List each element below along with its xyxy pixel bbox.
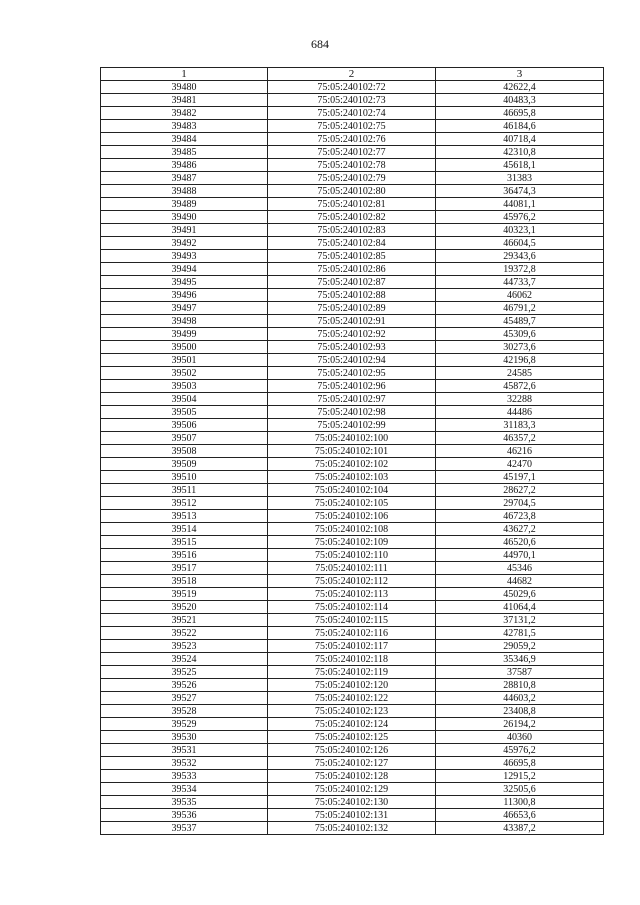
value-cell: 45618,1 [436, 159, 604, 172]
table-row [101, 172, 604, 185]
cadastral-number-cell: 75:05:240102:85 [268, 250, 436, 263]
value-cell: 43387,2 [436, 822, 604, 835]
row-number-cell: 39482 [101, 107, 268, 120]
cadastral-number-cell: 75:05:240102:130 [268, 796, 436, 809]
value-cell: 46653,6 [436, 809, 604, 822]
cadastral-number-cell: 75:05:240102:123 [268, 705, 436, 718]
row-number-cell: 39481 [101, 94, 268, 107]
page-number: 684 [311, 37, 329, 51]
table-row [101, 510, 604, 523]
row-number-cell: 39513 [101, 510, 268, 523]
table-row [101, 159, 604, 172]
cadastral-number-cell: 75:05:240102:73 [268, 94, 436, 107]
cadastral-number-cell: 75:05:240102:96 [268, 380, 436, 393]
value-cell: 42622,4 [436, 81, 604, 94]
value-cell: 45872,6 [436, 380, 604, 393]
value-cell: 44486 [436, 406, 604, 419]
cadastral-number-cell: 75:05:240102:111 [268, 562, 436, 575]
value-cell: 23408,8 [436, 705, 604, 718]
table-row [101, 627, 604, 640]
table-row [101, 224, 604, 237]
table-row [101, 770, 604, 783]
cadastral-number-cell: 75:05:240102:87 [268, 276, 436, 289]
value-cell: 19372,8 [436, 263, 604, 276]
row-number-cell: 39537 [101, 822, 268, 835]
value-cell: 46062 [436, 289, 604, 302]
cadastral-number-cell: 75:05:240102:103 [268, 471, 436, 484]
value-cell: 44081,1 [436, 198, 604, 211]
table-row [101, 419, 604, 432]
row-number-cell: 39531 [101, 744, 268, 757]
value-cell: 44970,1 [436, 549, 604, 562]
cadastral-number-cell: 75:05:240102:93 [268, 341, 436, 354]
cadastral-number-cell: 75:05:240102:129 [268, 783, 436, 796]
cadastral-number-cell: 75:05:240102:122 [268, 692, 436, 705]
cadastral-number-cell: 75:05:240102:109 [268, 536, 436, 549]
value-cell: 37131,2 [436, 614, 604, 627]
table-row [101, 718, 604, 731]
cadastral-number-cell: 75:05:240102:119 [268, 666, 436, 679]
table-row [101, 497, 604, 510]
value-cell: 46723,8 [436, 510, 604, 523]
column-header-3: 3 [436, 68, 604, 81]
table-row [101, 198, 604, 211]
cadastral-number-cell: 75:05:240102:97 [268, 393, 436, 406]
table-row [101, 549, 604, 562]
cadastral-number-cell: 75:05:240102:112 [268, 575, 436, 588]
value-cell: 43627,2 [436, 523, 604, 536]
cadastral-number-cell: 75:05:240102:88 [268, 289, 436, 302]
row-number-cell: 39496 [101, 289, 268, 302]
cadastral-number-cell: 75:05:240102:100 [268, 432, 436, 445]
cadastral-number-cell: 75:05:240102:101 [268, 445, 436, 458]
table-header [101, 68, 604, 81]
row-number-cell: 39511 [101, 484, 268, 497]
table-row [101, 393, 604, 406]
value-cell: 45197,1 [436, 471, 604, 484]
row-number-cell: 39515 [101, 536, 268, 549]
value-cell: 36474,3 [436, 185, 604, 198]
row-number-cell: 39524 [101, 653, 268, 666]
table-row [101, 354, 604, 367]
value-cell: 42310,8 [436, 146, 604, 159]
cadastral-number-cell: 75:05:240102:86 [268, 263, 436, 276]
table-row [101, 133, 604, 146]
table-row [101, 328, 604, 341]
row-number-cell: 39488 [101, 185, 268, 198]
table-row [101, 250, 604, 263]
cadastral-number-cell: 75:05:240102:89 [268, 302, 436, 315]
table-row [101, 341, 604, 354]
table-row [101, 276, 604, 289]
column-header-1: 1 [101, 68, 268, 81]
value-cell: 42196,8 [436, 354, 604, 367]
table-row [101, 146, 604, 159]
cadastral-number-cell: 75:05:240102:118 [268, 653, 436, 666]
value-cell: 42781,5 [436, 627, 604, 640]
row-number-cell: 39483 [101, 120, 268, 133]
row-number-cell: 39533 [101, 770, 268, 783]
table-row [101, 471, 604, 484]
row-number-cell: 39490 [101, 211, 268, 224]
row-number-cell: 39487 [101, 172, 268, 185]
cadastral-number-cell: 75:05:240102:94 [268, 354, 436, 367]
row-number-cell: 39501 [101, 354, 268, 367]
value-cell: 37587 [436, 666, 604, 679]
cadastral-number-cell: 75:05:240102:116 [268, 627, 436, 640]
value-cell: 46604,5 [436, 237, 604, 250]
table-row [101, 731, 604, 744]
row-number-cell: 39497 [101, 302, 268, 315]
row-number-cell: 39485 [101, 146, 268, 159]
row-number-cell: 39480 [101, 81, 268, 94]
row-number-cell: 39500 [101, 341, 268, 354]
cadastral-number-cell: 75:05:240102:117 [268, 640, 436, 653]
value-cell: 32505,6 [436, 783, 604, 796]
cadastral-number-cell: 75:05:240102:124 [268, 718, 436, 731]
row-number-cell: 39506 [101, 419, 268, 432]
table-row [101, 692, 604, 705]
value-cell: 40360 [436, 731, 604, 744]
value-cell: 45489,7 [436, 315, 604, 328]
value-cell: 44603,2 [436, 692, 604, 705]
cadastral-number-cell: 75:05:240102:127 [268, 757, 436, 770]
cadastral-number-cell: 75:05:240102:76 [268, 133, 436, 146]
cadastral-number-cell: 75:05:240102:92 [268, 328, 436, 341]
row-number-cell: 39516 [101, 549, 268, 562]
cadastral-number-cell: 75:05:240102:128 [268, 770, 436, 783]
value-cell: 30273,6 [436, 341, 604, 354]
value-cell: 11300,8 [436, 796, 604, 809]
value-cell: 32288 [436, 393, 604, 406]
value-cell: 26194,2 [436, 718, 604, 731]
row-number-cell: 39522 [101, 627, 268, 640]
row-number-cell: 39520 [101, 601, 268, 614]
cadastral-number-cell: 75:05:240102:80 [268, 185, 436, 198]
table-row [101, 744, 604, 757]
row-number-cell: 39535 [101, 796, 268, 809]
table-row [101, 679, 604, 692]
value-cell: 46216 [436, 445, 604, 458]
table-row [101, 601, 604, 614]
table-row [101, 614, 604, 627]
cadastral-number-cell: 75:05:240102:77 [268, 146, 436, 159]
row-number-cell: 39492 [101, 237, 268, 250]
cadastral-number-cell: 75:05:240102:79 [268, 172, 436, 185]
table-row [101, 107, 604, 120]
cadastral-number-cell: 75:05:240102:72 [268, 81, 436, 94]
cadastral-number-cell: 75:05:240102:106 [268, 510, 436, 523]
table-row [101, 822, 604, 835]
row-number-cell: 39499 [101, 328, 268, 341]
row-number-cell: 39512 [101, 497, 268, 510]
table-row [101, 81, 604, 94]
value-cell: 46695,8 [436, 107, 604, 120]
value-cell: 29059,2 [436, 640, 604, 653]
table-row [101, 588, 604, 601]
cadastral-number-cell: 75:05:240102:110 [268, 549, 436, 562]
value-cell: 40718,4 [436, 133, 604, 146]
table-row [101, 666, 604, 679]
row-number-cell: 39504 [101, 393, 268, 406]
table-row [101, 575, 604, 588]
cadastral-number-cell: 75:05:240102:126 [268, 744, 436, 757]
table-row [101, 237, 604, 250]
row-number-cell: 39493 [101, 250, 268, 263]
cadastral-number-cell: 75:05:240102:91 [268, 315, 436, 328]
row-number-cell: 39518 [101, 575, 268, 588]
table-row [101, 211, 604, 224]
row-number-cell: 39525 [101, 666, 268, 679]
value-cell: 46184,6 [436, 120, 604, 133]
row-number-cell: 39507 [101, 432, 268, 445]
value-cell: 46791,2 [436, 302, 604, 315]
value-cell: 31383 [436, 172, 604, 185]
value-cell: 28627,2 [436, 484, 604, 497]
table-row [101, 302, 604, 315]
table-row [101, 367, 604, 380]
table-row [101, 757, 604, 770]
value-cell: 45976,2 [436, 211, 604, 224]
table-row [101, 653, 604, 666]
table-row [101, 120, 604, 133]
cadastral-number-cell: 75:05:240102:113 [268, 588, 436, 601]
cadastral-number-cell: 75:05:240102:102 [268, 458, 436, 471]
row-number-cell: 39489 [101, 198, 268, 211]
row-number-cell: 39521 [101, 614, 268, 627]
cadastral-number-cell: 75:05:240102:125 [268, 731, 436, 744]
value-cell: 35346,9 [436, 653, 604, 666]
value-cell: 45346 [436, 562, 604, 575]
value-cell: 41064,4 [436, 601, 604, 614]
value-cell: 24585 [436, 367, 604, 380]
table-row [101, 705, 604, 718]
value-cell: 46695,8 [436, 757, 604, 770]
value-cell: 45976,2 [436, 744, 604, 757]
table-row [101, 796, 604, 809]
table-row [101, 562, 604, 575]
value-cell: 29343,6 [436, 250, 604, 263]
row-number-cell: 39532 [101, 757, 268, 770]
cadastral-number-cell: 75:05:240102:84 [268, 237, 436, 250]
row-number-cell: 39517 [101, 562, 268, 575]
value-cell: 28810,8 [436, 679, 604, 692]
table-row [101, 94, 604, 107]
row-number-cell: 39503 [101, 380, 268, 393]
cadastral-number-cell: 75:05:240102:132 [268, 822, 436, 835]
table-row [101, 783, 604, 796]
row-number-cell: 39509 [101, 458, 268, 471]
value-cell: 44733,7 [436, 276, 604, 289]
row-number-cell: 39526 [101, 679, 268, 692]
row-number-cell: 39527 [101, 692, 268, 705]
value-cell: 31183,3 [436, 419, 604, 432]
value-cell: 42470 [436, 458, 604, 471]
value-cell: 40323,1 [436, 224, 604, 237]
cadastral-number-cell: 75:05:240102:95 [268, 367, 436, 380]
table-row [101, 536, 604, 549]
value-cell: 40483,3 [436, 94, 604, 107]
cadastral-number-cell: 75:05:240102:82 [268, 211, 436, 224]
table-row [101, 380, 604, 393]
cadastral-number-cell: 75:05:240102:83 [268, 224, 436, 237]
value-cell: 29704,5 [436, 497, 604, 510]
data-table [100, 67, 604, 835]
value-cell: 46357,2 [436, 432, 604, 445]
row-number-cell: 39528 [101, 705, 268, 718]
row-number-cell: 39530 [101, 731, 268, 744]
table-row [101, 640, 604, 653]
row-number-cell: 39510 [101, 471, 268, 484]
table-row [101, 432, 604, 445]
cadastral-number-cell: 75:05:240102:74 [268, 107, 436, 120]
table-body [101, 81, 604, 835]
table-row [101, 809, 604, 822]
cadastral-number-cell: 75:05:240102:108 [268, 523, 436, 536]
cadastral-number-cell: 75:05:240102:81 [268, 198, 436, 211]
column-header-2: 2 [268, 68, 436, 81]
row-number-cell: 39519 [101, 588, 268, 601]
row-number-cell: 39508 [101, 445, 268, 458]
cadastral-number-cell: 75:05:240102:104 [268, 484, 436, 497]
row-number-cell: 39502 [101, 367, 268, 380]
row-number-cell: 39494 [101, 263, 268, 276]
row-number-cell: 39536 [101, 809, 268, 822]
table-row [101, 289, 604, 302]
value-cell: 12915,2 [436, 770, 604, 783]
row-number-cell: 39523 [101, 640, 268, 653]
cadastral-number-cell: 75:05:240102:114 [268, 601, 436, 614]
value-cell: 45309,6 [436, 328, 604, 341]
cadastral-number-cell: 75:05:240102:131 [268, 809, 436, 822]
cadastral-number-cell: 75:05:240102:105 [268, 497, 436, 510]
table-row [101, 458, 604, 471]
row-number-cell: 39534 [101, 783, 268, 796]
cadastral-number-cell: 75:05:240102:120 [268, 679, 436, 692]
table-row [101, 445, 604, 458]
table-row [101, 185, 604, 198]
row-number-cell: 39505 [101, 406, 268, 419]
value-cell: 45029,6 [436, 588, 604, 601]
table-row [101, 523, 604, 536]
cadastral-number-cell: 75:05:240102:115 [268, 614, 436, 627]
table-row [101, 406, 604, 419]
row-number-cell: 39514 [101, 523, 268, 536]
value-cell: 44682 [436, 575, 604, 588]
table-row [101, 263, 604, 276]
row-number-cell: 39484 [101, 133, 268, 146]
cadastral-number-cell: 75:05:240102:75 [268, 120, 436, 133]
row-number-cell: 39491 [101, 224, 268, 237]
table-row [101, 484, 604, 497]
row-number-cell: 39498 [101, 315, 268, 328]
header-row [101, 68, 604, 81]
cadastral-number-cell: 75:05:240102:99 [268, 419, 436, 432]
cadastral-number-cell: 75:05:240102:78 [268, 159, 436, 172]
cadastral-number-cell: 75:05:240102:98 [268, 406, 436, 419]
table-row [101, 315, 604, 328]
value-cell: 46520,6 [436, 536, 604, 549]
row-number-cell: 39495 [101, 276, 268, 289]
row-number-cell: 39529 [101, 718, 268, 731]
row-number-cell: 39486 [101, 159, 268, 172]
